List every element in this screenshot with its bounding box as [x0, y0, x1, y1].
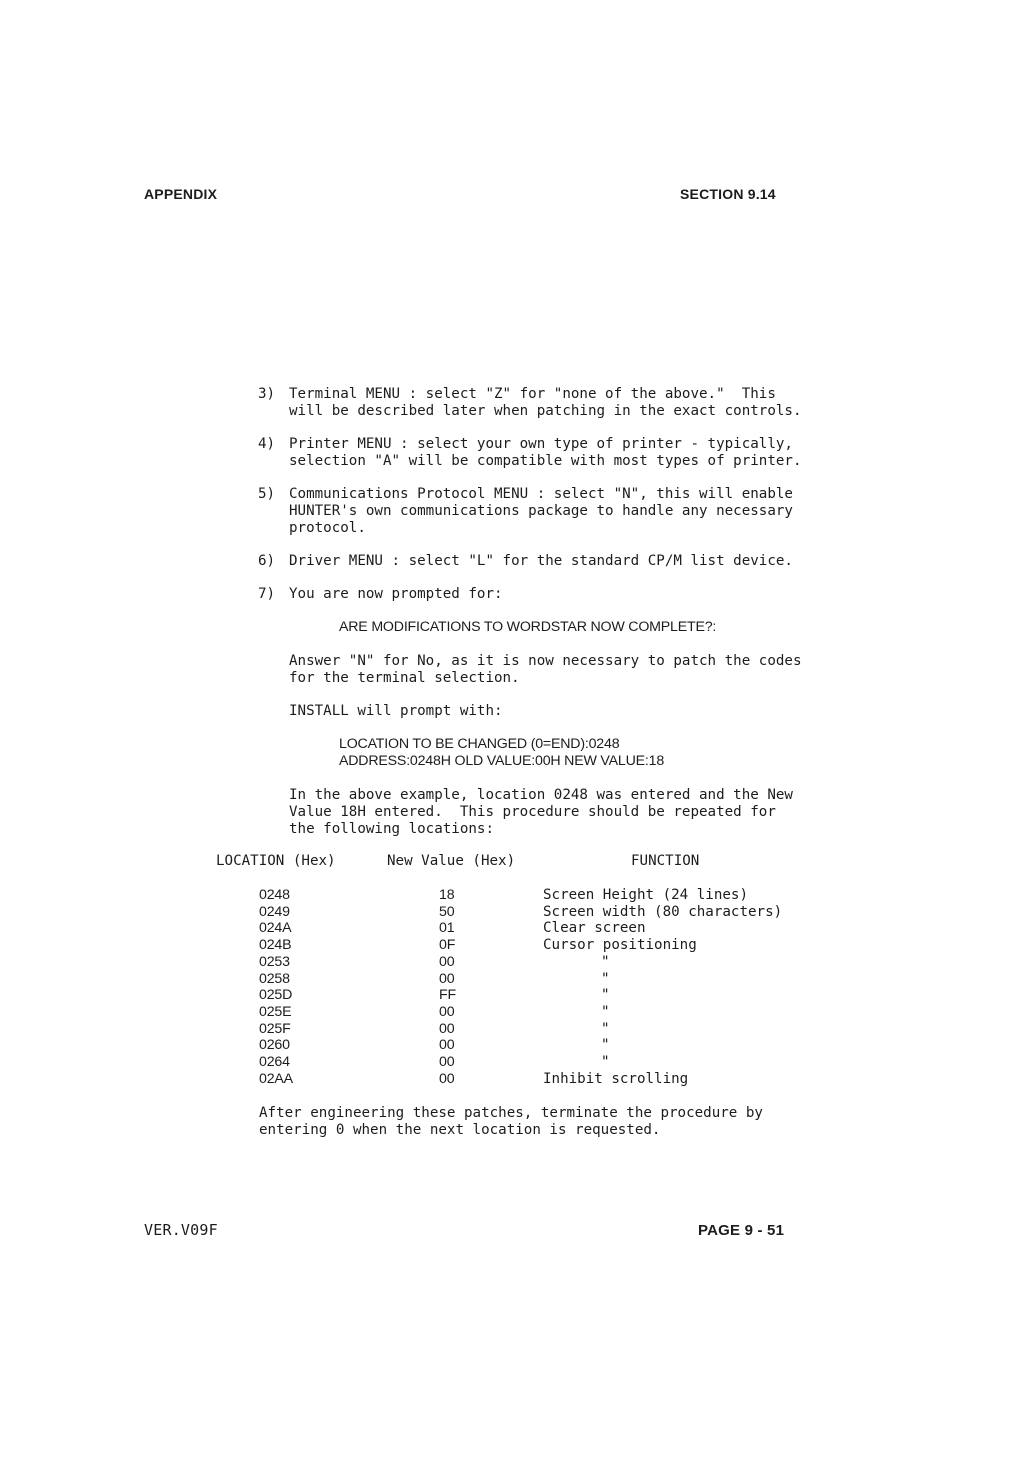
table-cell-value: FF	[439, 987, 456, 1004]
answer-line: for the terminal selection.	[289, 670, 520, 686]
item-text-line: Communications Protocol MENU : select "N", this will enable	[289, 486, 793, 502]
table-cell-function: "	[601, 970, 610, 987]
table-cell-function: "	[601, 1054, 610, 1070]
table-cell-value: 00	[439, 1003, 455, 1020]
example-line: Value 18H entered. This procedure should be repeated for	[289, 804, 776, 820]
table-cell-location: 0248	[259, 887, 290, 903]
table-cell-value: 00	[439, 1054, 455, 1070]
table-cell-function: "	[601, 1020, 610, 1037]
table-cell-location: 025D	[259, 987, 293, 1004]
table-cell-value: 00	[439, 970, 455, 987]
table-cell-location: 0264	[259, 1054, 290, 1070]
table-cell-value: 00	[439, 953, 455, 970]
table-cell-location: 0253	[259, 953, 290, 970]
closing-line: entering 0 when the next location is requested.	[259, 1122, 661, 1138]
closing-line: After engineering these patches, terminate the procedure by	[259, 1105, 763, 1121]
table-cell-location: 025F	[259, 1020, 291, 1037]
modifications-prompt: ARE MODIFICATIONS TO WORDSTAR NOW COMPLETE?:	[339, 619, 717, 635]
table-cell-location: 024A	[259, 920, 292, 937]
table-cell-function: "	[601, 1037, 610, 1054]
table-header-new-value: New Value (Hex)	[387, 853, 516, 869]
answer-line: Answer "N" for No, as it is now necessary to patch the codes	[289, 653, 802, 669]
table-cell-value: 50	[439, 903, 455, 920]
table-cell-function: Screen width (80 characters)	[543, 903, 783, 920]
table-cell-location: 0260	[259, 1037, 290, 1054]
table-cell-location: 024B	[259, 937, 292, 954]
footer-right: PAGE 9 - 51	[698, 1222, 785, 1239]
item-text-line: protocol.	[289, 520, 366, 536]
table-cell-value: 0F	[439, 937, 456, 954]
example-line: the following locations:	[289, 821, 494, 837]
footer-left: VER.V09F	[144, 1221, 218, 1239]
item-number: 7)	[258, 586, 276, 602]
item-text-line: Terminal MENU : select "Z" for "none of the above." This	[289, 386, 776, 402]
table-cell-location: 0249	[259, 903, 290, 920]
item-text-line: Printer MENU : select your own type of printer - typically,	[289, 436, 793, 452]
table-cell-location: 025E	[259, 1003, 292, 1020]
item-text-line: will be described later when patching in the exact controls.	[289, 403, 802, 419]
item-text-line: HUNTER's own communications package to handle any necessary	[289, 503, 793, 519]
table-cell-value: 00	[439, 1037, 455, 1054]
item-text-line: You are now prompted for:	[289, 586, 503, 602]
install-prompt: INSTALL will prompt with:	[289, 703, 503, 719]
table-cell-value: 01	[439, 920, 455, 937]
table-header-location: LOCATION (Hex)	[216, 853, 336, 869]
table-header-function: FUNCTION	[631, 853, 700, 869]
example-line: In the above example, location 0248 was entered and the New	[289, 787, 793, 803]
table-cell-value: 18	[439, 887, 455, 903]
table-cell-function: "	[601, 953, 610, 970]
header-left: APPENDIX	[144, 186, 218, 202]
table-cell-location: 0258	[259, 970, 290, 987]
header-right: SECTION 9.14	[680, 186, 776, 202]
table-cell-function: Inhibit scrolling	[543, 1070, 689, 1087]
table-cell-function: "	[601, 1003, 610, 1020]
location-prompt-line: ADDRESS:0248H OLD VALUE:00H NEW VALUE:18	[339, 753, 665, 769]
item-number: 5)	[258, 486, 276, 502]
item-text-line: selection "A" will be compatible with most types of printer.	[289, 453, 802, 469]
table-cell-value: 00	[439, 1070, 455, 1087]
item-text-line: Driver MENU : select "L" for the standard CP/M list device.	[289, 553, 793, 569]
item-number: 3)	[258, 386, 276, 402]
table-cell-function: Cursor positioning	[543, 937, 697, 954]
item-number: 6)	[258, 553, 276, 569]
table-cell-function: Clear screen	[543, 920, 646, 937]
table-cell-function: "	[601, 987, 610, 1004]
item-number: 4)	[258, 436, 276, 452]
table-cell-location: 02AA	[259, 1070, 293, 1087]
table-cell-value: 00	[439, 1020, 455, 1037]
location-prompt-line: LOCATION TO BE CHANGED (0=END):0248	[339, 736, 620, 752]
table-cell-function: Screen Height (24 lines)	[543, 887, 748, 903]
